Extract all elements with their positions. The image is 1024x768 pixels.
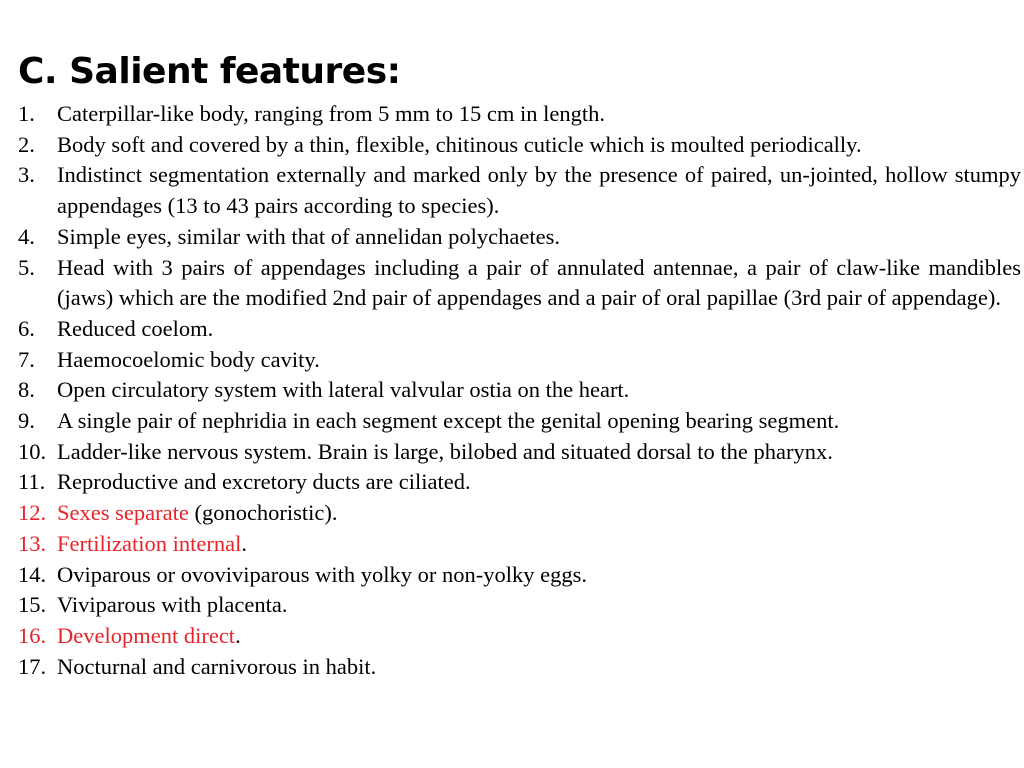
- item-text: Indistinct segmentation externally and marked only by the presence of paired, un-jointed, hollow stumpy appendages (13 to 43 pairs according to species).: [57, 162, 1021, 219]
- list-item: [18, 652, 1021, 683]
- item-number: 9.: [18, 408, 35, 434]
- item-text: Simple eyes, similar with that of annelidan polychaetes.: [57, 223, 560, 249]
- item-text: [57, 529, 1021, 560]
- item-number: 15.: [18, 592, 47, 618]
- item-rest: (gonochoristic).: [188, 500, 338, 526]
- item-text: Nocturnal and carnivorous in habit.: [57, 653, 377, 679]
- item-highlight: Development direct: [57, 622, 236, 648]
- item-text: [57, 621, 1021, 652]
- item-number: 2.: [18, 131, 35, 157]
- item-rest: .: [235, 622, 241, 648]
- item-number: 13.: [18, 530, 47, 556]
- item-highlight: Fertilization internal: [57, 530, 242, 556]
- list-item-highlighted: [18, 621, 1021, 652]
- list-item: [18, 467, 1021, 498]
- item-number: 4.: [18, 223, 35, 249]
- item-text: Reproductive and excretory ducts are ciliated.: [57, 469, 471, 495]
- item-number: 5.: [18, 254, 35, 280]
- item-number: 8.: [18, 377, 35, 403]
- list-item: [18, 590, 1021, 621]
- item-number: 16.: [18, 622, 47, 648]
- list-item: [18, 345, 1021, 376]
- item-rest: .: [241, 530, 247, 556]
- item-text: Head with 3 pairs of appendages including a pair of annulated antennae, a pair of claw-like mandibles (jaws) which are the modified 2nd pair of appendages and a pair of oral papillae (3rd pair of appendage).: [57, 254, 1021, 311]
- list-item: [18, 253, 1021, 314]
- list-item: [18, 314, 1021, 345]
- list-item-highlighted: [18, 529, 1021, 560]
- list-item: [18, 222, 1021, 253]
- item-text: Reduced coelom.: [57, 315, 214, 341]
- item-text: Open circulatory system with lateral valvular ostia on the heart.: [57, 377, 630, 403]
- item-text: Viviparous with placenta.: [57, 592, 288, 618]
- list-item: [18, 375, 1021, 406]
- item-number: 11.: [18, 469, 46, 495]
- item-number: 3.: [18, 162, 35, 188]
- list-item: [18, 560, 1021, 591]
- item-text: Caterpillar-like body, ranging from 5 mm to 15 cm in length.: [57, 101, 605, 126]
- item-text: [57, 498, 1021, 529]
- item-text: A single pair of nephridia in each segment except the genital opening bearing segment.: [57, 408, 840, 434]
- item-text: Ladder-like nervous system. Brain is large, bilobed and situated dorsal to the pharynx.: [57, 438, 833, 464]
- feature-list: [18, 99, 1021, 682]
- slide-title: C. Salient features:: [18, 51, 401, 92]
- list-item: [18, 130, 1021, 161]
- item-number: 10.: [18, 438, 47, 464]
- list-item-highlighted: [18, 498, 1021, 529]
- item-text: Oviparous or ovoviviparous with yolky or non-yolky eggs.: [57, 561, 587, 587]
- item-highlight: Sexes separate: [57, 500, 189, 526]
- item-number: 12.: [18, 500, 47, 526]
- item-number: 7.: [18, 346, 35, 372]
- item-number: 6.: [18, 315, 35, 341]
- item-text: Haemocoelomic body cavity.: [57, 346, 320, 372]
- list-item: [18, 437, 1021, 468]
- item-number: 14.: [18, 561, 47, 587]
- list-item: [18, 99, 1021, 130]
- list-item: [18, 406, 1021, 437]
- item-number: 1.: [18, 101, 35, 126]
- item-number: 17.: [18, 653, 47, 679]
- list-item: [18, 160, 1021, 221]
- item-text: Body soft and covered by a thin, flexible, chitinous cuticle which is moulted periodically.: [57, 131, 862, 157]
